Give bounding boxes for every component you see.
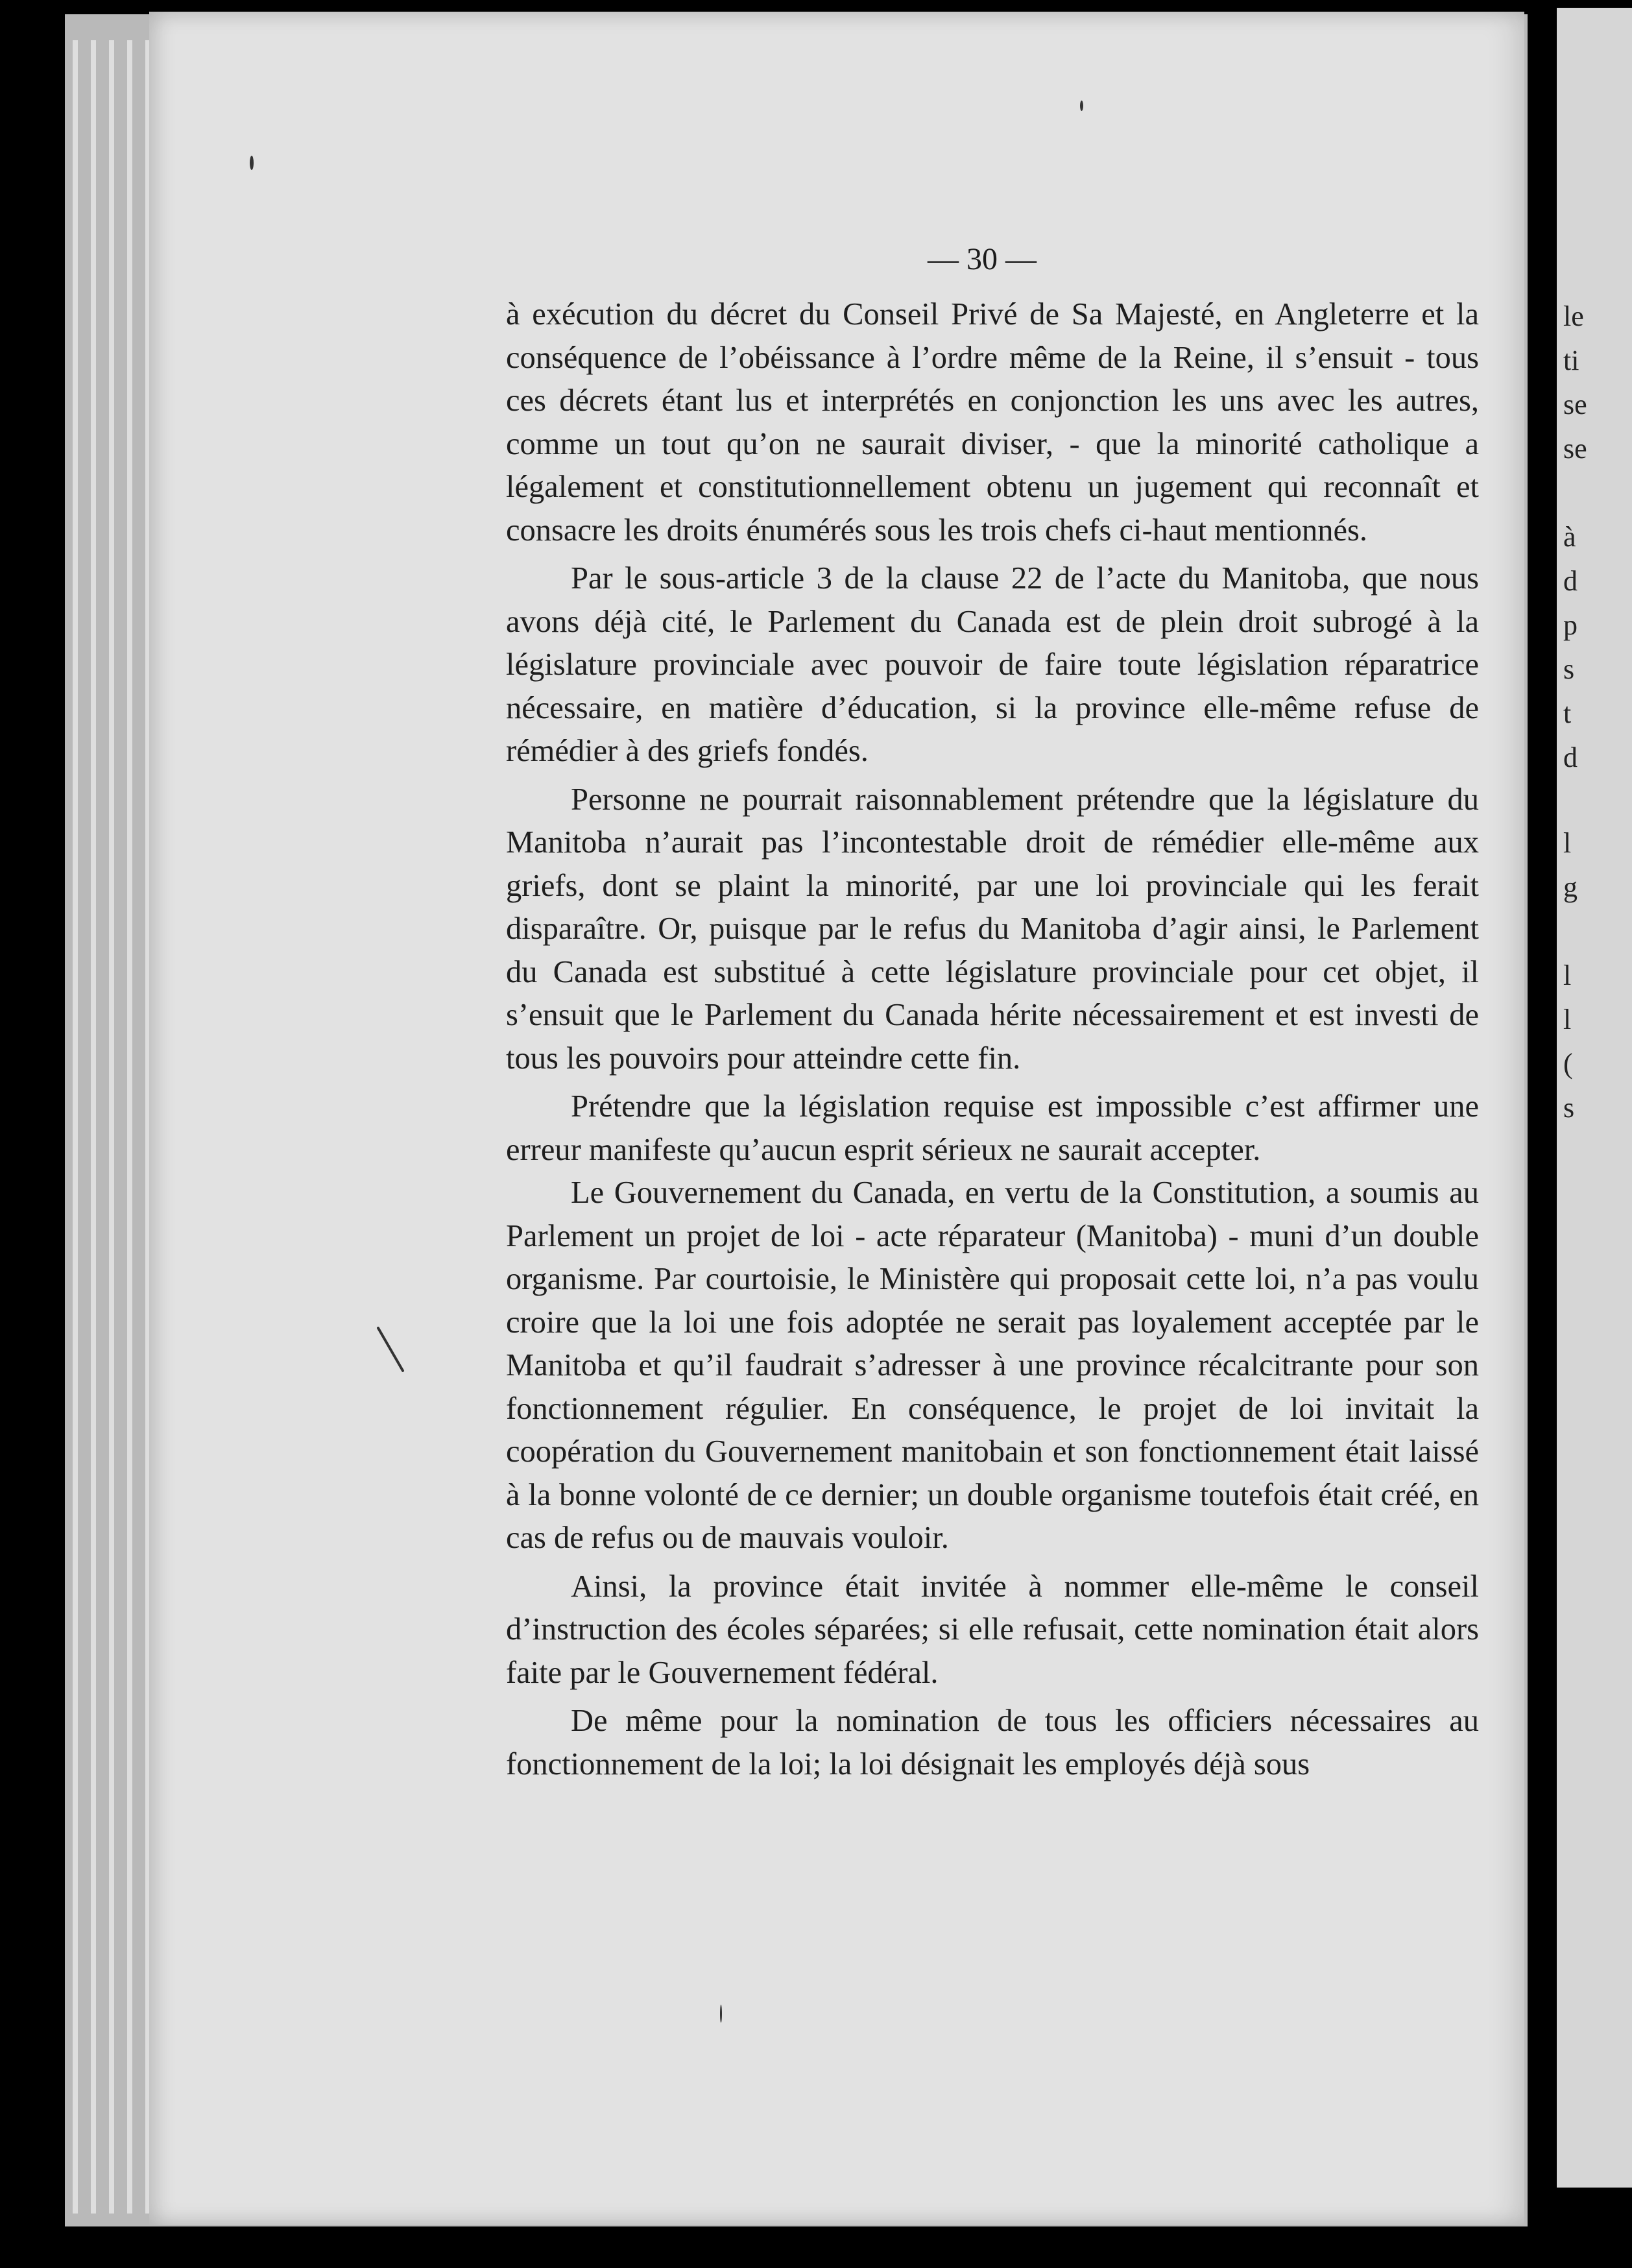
facing-page-fragment: l bbox=[1563, 1004, 1572, 1035]
facing-page-fragment: s bbox=[1563, 653, 1575, 685]
facing-page-fragment: t bbox=[1563, 697, 1572, 729]
facing-page-fragment: d bbox=[1563, 742, 1578, 773]
paragraph: Prétendre que la législation requise est impossible c’est affirmer une erreur manifeste qu’aucun esprit sérieux ne saurait accepter. bbox=[506, 1089, 1479, 1167]
scan-speck bbox=[250, 156, 254, 170]
facing-page-fragment: à bbox=[1563, 521, 1576, 553]
page-edge bbox=[73, 40, 78, 2214]
facing-page-fragment: p bbox=[1563, 609, 1578, 641]
facing-page-fragment: le bbox=[1563, 300, 1584, 332]
facing-page-fragment: se bbox=[1563, 389, 1587, 420]
gutter-shadow bbox=[1528, 0, 1557, 2268]
facing-page-fragment: s bbox=[1563, 1092, 1575, 1124]
page-edge bbox=[127, 40, 132, 2214]
facing-page-fragment: l bbox=[1563, 959, 1572, 991]
facing-page-fragment: ( bbox=[1563, 1048, 1573, 1080]
page-edge bbox=[91, 40, 96, 2214]
facing-page-fragment: l bbox=[1563, 827, 1572, 859]
facing-page-fragment: g bbox=[1563, 871, 1578, 903]
facing-page-fragment: d bbox=[1563, 565, 1578, 597]
facing-page-fragment: ti bbox=[1563, 344, 1579, 376]
page-number: — 30 — bbox=[928, 242, 1037, 276]
scan-speck bbox=[720, 2005, 722, 2023]
paragraph: à exécution du décret du Conseil Privé de Sa Majesté, en Angleterre et la conséquence de l’obéissance à l’ordre même de la Reine, il s’ensuit - tous ces décrets étant lus et interprétés en conjonction les uns avec les autres, comme un tout qu’on ne saurait diviser, - que la minorité catholique a légalement et constitutionnellement obtenu un jugement qui reconnaît et consacre les droits énumérés sous les trois chefs ci-haut mentionnés. bbox=[506, 297, 1479, 548]
paragraph: De même pour la nomination de tous les officiers nécessaires au fonctionnement de la loi; la loi désignait les employés déjà sous bbox=[506, 1704, 1479, 1781]
paragraph: Le Gouvernement du Canada, en vertu de la Constitution, a soumis au Parlement un projet de loi - acte réparateur (Manitoba) - muni d’un double organisme. Par courtoisie, le Ministère qui proposait cette loi, n’a pas voulu croire que la loi une fois adoptée ne serait pas loyalement acceptée par le Manitoba et qu’il faudrait s’adresser à une province récalcitrante pour son fonctionnement régulier. En conséquence, le projet de loi invitait la coopération du Gouvernement manitobain et son fonctionnement était laissé à la bonne volonté de ce dernier; un double organisme toutefois était créé, en cas de refus ou de mauvais vouloir. bbox=[506, 1176, 1479, 1555]
scan-speck bbox=[1080, 101, 1083, 111]
body-text bbox=[506, 293, 1479, 1786]
facing-page bbox=[1557, 8, 1632, 2188]
facing-page-fragment: se bbox=[1563, 433, 1587, 464]
page-edge bbox=[109, 40, 114, 2214]
paragraph: Par le sous-article 3 de la clause 22 de l’acte du Manitoba, que nous avons déjà cité, le Parlement du Canada est de plein droit subrogé à la législature provinciale avec pouvoir de faire toute législation réparatrice nécessaire, en matière d’éducation, si la province elle-même refuse de rémédier à des griefs fondés. bbox=[506, 561, 1479, 768]
paragraph: Ainsi, la province était invitée à nommer elle-même le conseil d’instruction des écoles séparées; si elle refusait, cette nomination était alors faite par le Gouvernement fédéral. bbox=[506, 1569, 1479, 1690]
paragraph: Personne ne pourrait raisonnablement prétendre que la législature du Manitoba n’aurait pas l’incontestable droit de rémédier elle-même aux griefs, dont se plaint la minorité, par une loi provinciale qui les ferait disparaître. Or, puisque par le refus du Manitoba d’agir ainsi, le Parlement du Canada est substitué à cette législature provinciale pour cet objet, il s’ensuit que le Parlement du Canada hérite nécessairement et est investi de tous les pouvoirs pour atteindre cette fin. bbox=[506, 782, 1479, 1076]
